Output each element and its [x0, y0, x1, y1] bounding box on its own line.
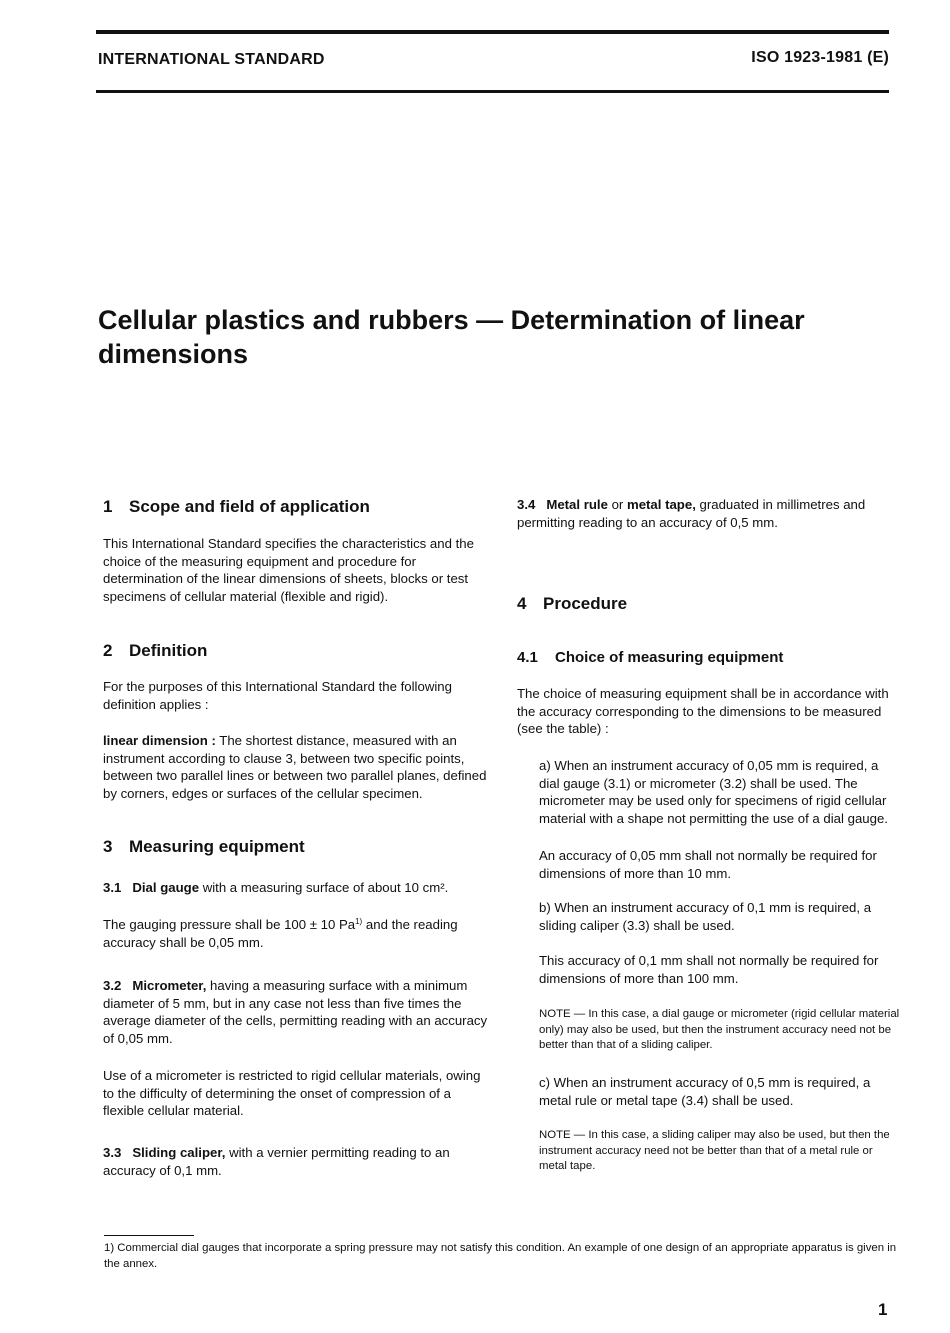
header-standard-label: INTERNATIONAL STANDARD: [98, 51, 325, 68]
clause-3-1: 3.1 Dial gauge with a measuring surface of about 10 cm².: [103, 880, 449, 895]
clause-3-2: 3.2 Micrometer, having a measuring surface with a minimum diameter of 5 mm, but in any case not less than five times the average diameter of the cells, permitting reading with an accuracy of 0,05 mm.: [103, 978, 488, 1046]
section-2-definition: linear dimension : The shortest distance, measured with an instrument according to clause 3, between two specific points, between two parallel lines or between two parallel planes, defined by corners, edges or surfaces of the cellular specimen.: [103, 733, 487, 801]
section-4-heading: 4 Procedure: [517, 594, 628, 613]
subsection-4-1-intro: The choice of measuring equipment shall be in accordance with the accuracy corresponding to the dimensions to be measured (see the table) :: [517, 686, 889, 736]
list-item-c: c) When an instrument accuracy of 0,5 mm is required, a metal rule or metal tape (3.4) shall be used.: [539, 1075, 871, 1108]
footnote-ref: 1): [355, 917, 363, 926]
section-1-heading: 1 Scope and field of application: [103, 497, 370, 516]
note-2: NOTE — In this case, a sliding caliper may also be used, but then the instrument accuracy need not be better than that of a metal rule or metal tape.: [539, 1129, 890, 1172]
right-column: [517, 0, 899, 1200]
footnote: 1) Commercial dial gauges that incorporate a spring pressure may not satisfy this condition. An example of one design of an appropriate apparatus is given in the annex.: [104, 1242, 897, 1270]
left-column: [103, 0, 488, 1200]
header-document-id: ISO 1923-1981 (E): [751, 49, 889, 66]
clause-3-1-pressure: The gauging pressure shall be 100 ± 10 Pa$^{1)}$ and the reading accuracy shall be 0,05 mm.: [103, 917, 458, 950]
list-item-b: b) When an instrument accuracy of 0,1 mm is required, a sliding caliper (3.3) shall be used.: [539, 900, 872, 933]
list-item-a: a) When an instrument accuracy of 0,05 mm is required, a dial gauge (3.1) or micrometer (3.2) shall be used. The micrometer may be used only for specimens of rigid cellular material with a shape not permitting the use of a dial gauge.: [539, 758, 888, 826]
clause-3-3: 3.3 Sliding caliper, with a vernier permitting reading to an accuracy of 0,1 mm.: [103, 1145, 450, 1178]
section-3-heading: 3 Measuring equipment: [103, 837, 305, 856]
clause-3-2-restriction: Use of a micrometer is restricted to rigid cellular materials, owing to the difficulty of determining the onset of compression of a flexible cellular material.: [103, 1068, 481, 1118]
section-2-intro: For the purposes of this International Standard the following definition applies :: [103, 679, 452, 712]
section-1-body: This International Standard specifies the characteristics and the choice of the measuring equipment and procedure for determination of the linear dimensions of sheets, blocks or test specimens of cellular material (flexible and rigid).: [103, 536, 474, 604]
footnote-separator: [104, 1235, 194, 1236]
page-number: 1: [878, 1300, 888, 1319]
section-2-heading: 2 Definition: [103, 641, 208, 660]
clause-3-4: 3.4 Metal rule or metal tape, graduated in millimetres and permitting reading to an accuracy of 0,5 mm.: [517, 497, 866, 530]
list-item-b-note: This accuracy of 0,1 mm shall not normally be required for dimensions of more than 100 mm.: [539, 953, 879, 986]
title-line-2: dimensions: [98, 339, 249, 369]
title-line-1: Cellular plastics and rubbers — Determination of linear: [98, 305, 805, 335]
note-1: NOTE — In this case, a dial gauge or micrometer (rigid cellular material only) may also be used, but then the instrument accuracy need not be better than that of a sliding caliper.: [539, 1008, 900, 1051]
list-item-a-note: An accuracy of 0,05 mm shall not normally be required for dimensions of more than 10 mm.: [539, 848, 877, 881]
definition-term: linear dimension :: [103, 733, 216, 748]
subsection-4-1-heading: 4.1 Choice of measuring equipment: [517, 649, 784, 666]
